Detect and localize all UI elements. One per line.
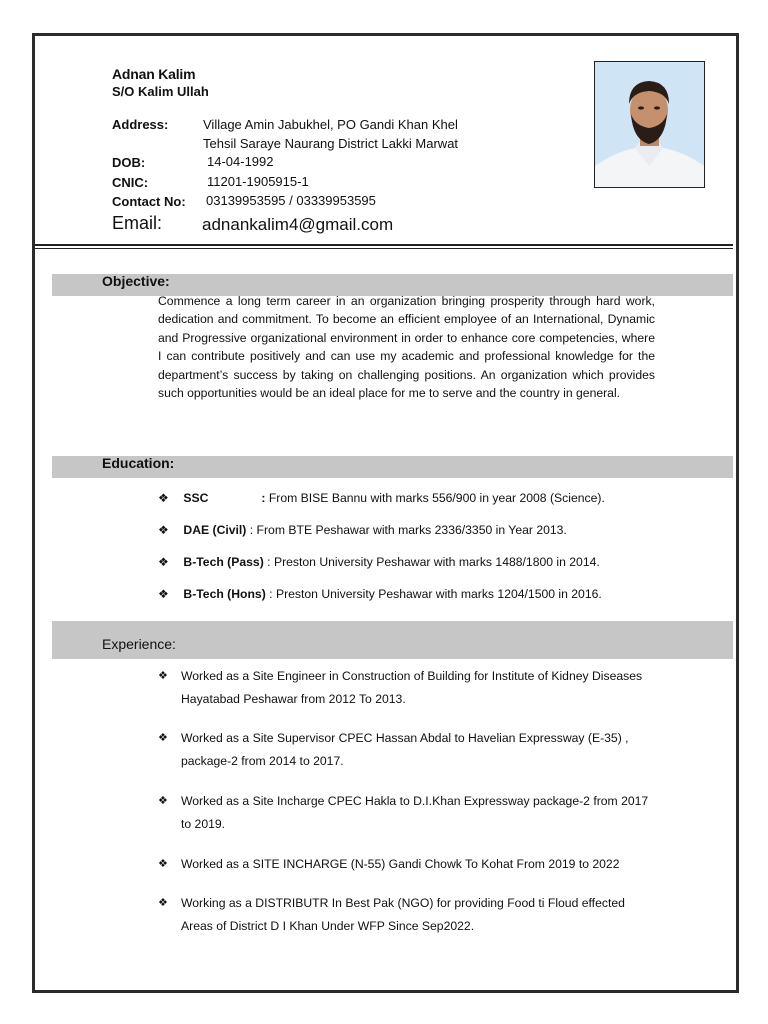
experience-text: Worked as a SITE INCHARGE (N-55) Gandi Chowk To Kohat From 2019 to 2022 — [181, 857, 620, 871]
address-line-2: Tehsil Saraye Naurang District Lakki Marwat — [203, 136, 459, 151]
diamond-bullet-icon: ❖ — [158, 897, 168, 909]
education-key: DAE (Civil) — [183, 523, 247, 537]
address-line-1: Village Amin Jabukhel, PO Gandi Khan Khel — [203, 117, 458, 132]
diamond-bullet-icon: ❖ — [158, 491, 169, 505]
education-key: SSC — [183, 491, 209, 505]
diamond-bullet-icon: ❖ — [158, 858, 168, 870]
cnic-label: CNIC: — [112, 175, 149, 190]
full-name: Adnan Kalim — [112, 66, 196, 82]
experience-text: Worked as a Site Supervisor CPEC Hassan Abdal to Havelian Expressway (E-35) , package-2 from 2014 to 2017. — [181, 731, 629, 768]
education-sep: : — [263, 555, 274, 569]
dob-label: DOB: — [112, 155, 146, 170]
portrait-image — [595, 62, 704, 187]
objective-title: Objective: — [102, 273, 170, 289]
education-key: B-Tech (Pass) — [183, 555, 264, 569]
education-text: Preston University Peshawar with marks 1204/1500 in 2016. — [275, 587, 602, 601]
education-text: Preston University Peshawar with marks 1488/1800 in 2014. — [273, 555, 600, 569]
experience-text: Worked as a Site Incharge CPEC Hakla to D.I.Khan Expressway package-2 from 2017 to 2019. — [181, 794, 649, 831]
contact-value: 03139953595 / 03339953595 — [206, 193, 376, 208]
contact-label: Contact No: — [112, 194, 186, 209]
education-sep: : — [265, 587, 276, 601]
experience-item — [158, 892, 658, 938]
education-title: Education: — [102, 455, 175, 471]
diamond-bullet-icon: ❖ — [158, 523, 169, 537]
diamond-bullet-icon: ❖ — [158, 555, 169, 569]
diamond-bullet-icon: ❖ — [158, 670, 168, 682]
experience-item — [158, 665, 658, 711]
education-key: B-Tech (Hons) — [183, 587, 266, 601]
experience-item — [158, 853, 658, 876]
experience-item — [158, 727, 658, 773]
education-item-btech-pass — [158, 555, 600, 569]
header-divider-thick — [35, 244, 733, 246]
profile-photo — [594, 61, 705, 188]
email-value: adnankalim4@gmail.com — [202, 215, 394, 234]
experience-item — [158, 790, 658, 836]
dob-value: 14-04-1992 — [207, 154, 274, 169]
address-label: Address: — [112, 117, 169, 132]
education-text: From BISE Bannu with marks 556/900 in year 2008 (Science). — [265, 491, 605, 505]
father-name: S/O Kalim Ullah — [112, 84, 209, 99]
education-item-btech-hons — [158, 587, 602, 601]
experience-text: Working as a DISTRIBUTR In Best Pak (NGO) for providing Food ti Floud effected Areas of District D I Khan Under WFP Since Sep2022. — [181, 896, 625, 933]
education-item-dae — [158, 523, 567, 537]
diamond-bullet-icon: ❖ — [158, 587, 169, 601]
email-label: Email: — [112, 213, 163, 233]
objective-text: Commence a long term career in an organization bringing prosperity through hard work, dedication and commitment. To become an efficient employee of an International, Dynamic and Progressive organizational environment in order to enhance core competencies, where I can contribute positively and can use my academic and professional knowledge for the department’s success by taking on challenging positions. An organization which provides such opportunities would be an ideal place for me to serve and the country in general. — [158, 294, 655, 401]
education-text: From BTE Peshawar with marks 2336/3350 in Year 2013. — [256, 523, 567, 537]
experience-title: Experience: — [102, 636, 176, 652]
cnic-value: 11201-1905915-1 — [207, 174, 309, 189]
diamond-bullet-icon: ❖ — [158, 732, 168, 744]
education-sep: : — [246, 523, 257, 537]
experience-text: Worked as a Site Engineer in Construction of Building for Institute of Kidney Diseases Hayatabad Peshawar from 2012 To 2013. — [181, 669, 643, 706]
education-sep: : — [261, 491, 266, 505]
education-item-ssc — [158, 491, 605, 505]
diamond-bullet-icon: ❖ — [158, 795, 168, 807]
header-divider-thin — [35, 248, 733, 249]
